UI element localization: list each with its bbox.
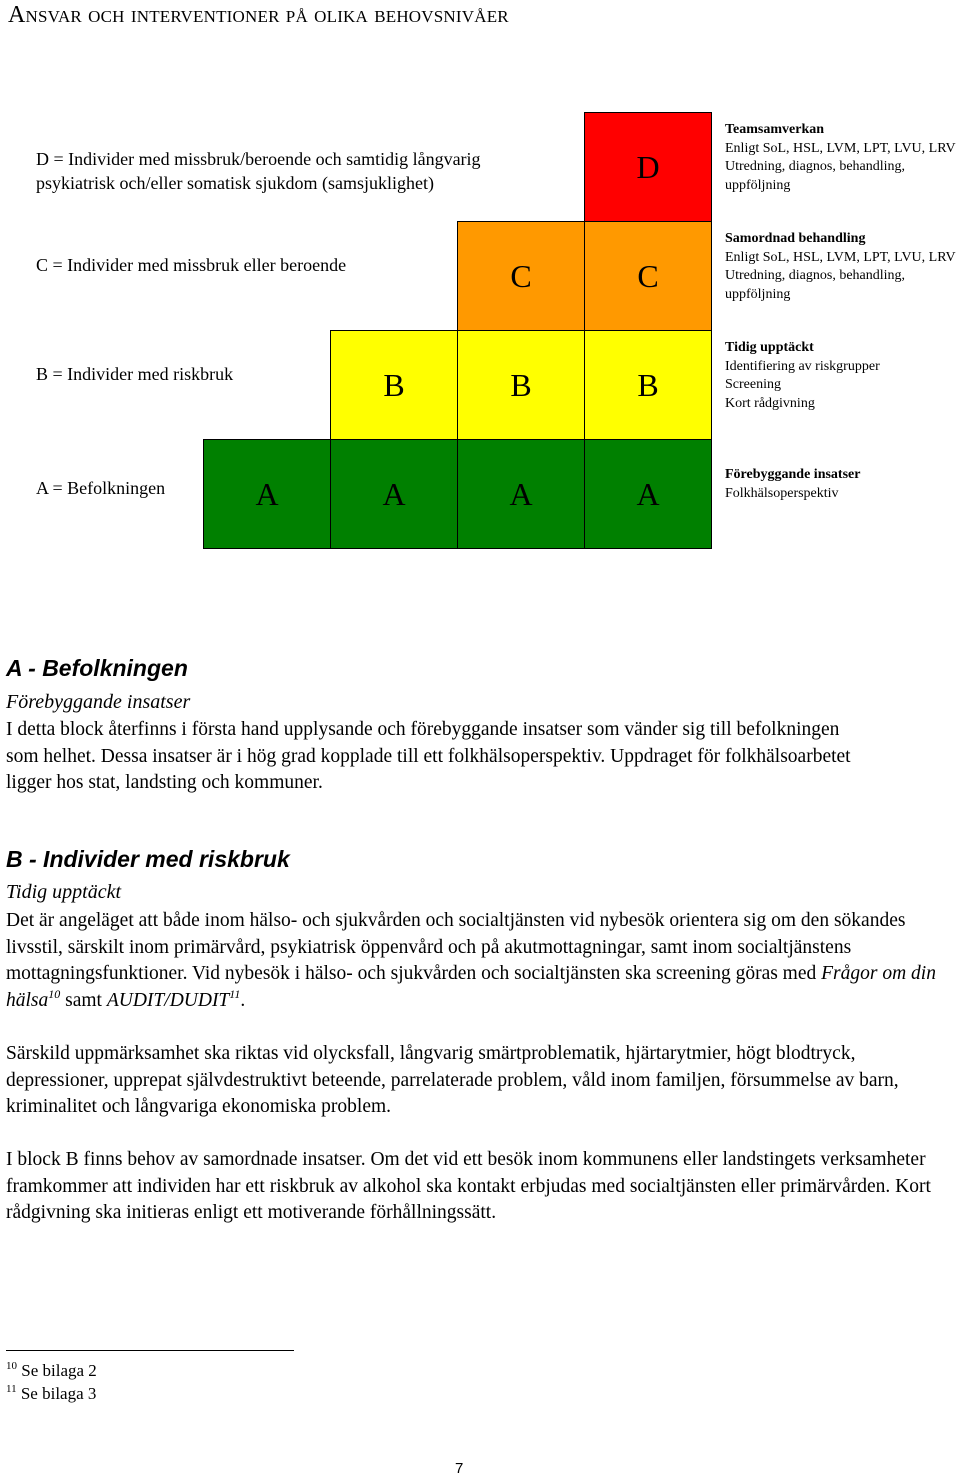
description-a [725, 466, 960, 503]
section-b-paragraph-3: I block B finns behov av samordnade insatser. Om det vid ett besök inom kommunens eller landstingets verksamheter framkommer att individen har ett riskbruk av alkohol ska kontakt erbjudas med socialtjänsten eller primärvården. Kort rådgivning ska initieras enligt ett motiverande förhållningssätt. [6, 1149, 931, 1223]
level-d-label: D = Individer med missbruk/beroende och samtidig långvarig psykiatrisk och/eller somatisk sjukdom (samsjuklighet) [36, 149, 481, 193]
description-heading: Samordnad behandling [725, 231, 866, 246]
pyramid-cell-a: A [203, 439, 331, 549]
pyramid-cell-a: A [584, 439, 712, 549]
description-line: Kort rådgivning [725, 395, 815, 411]
section-b-heading: B - Individer med riskbruk [6, 846, 290, 872]
footnote [6, 1361, 97, 1381]
footnote-ref[interactable]: 11 [229, 986, 241, 1001]
level-b-label: B = Individer med riskbruk [36, 364, 234, 384]
description-c [725, 230, 960, 304]
footnote-number: 10 [6, 1360, 17, 1372]
footnote-divider [6, 1350, 294, 1351]
description-line: Utredning, diagnos, behandling, uppföljning [725, 268, 906, 302]
section-b-paragraph-2: Särskild uppmärksamhet ska riktas vid olycksfall, långvarig smärtproblematik, hjärtarytmier, högt blodtryck, depressioner, upprepat självdestruktivt beteende, parrelaterade problem, våld inom familjen, försummelse av barn, kriminalitet och långvariga ekonomiska problem. [6, 1043, 899, 1117]
pyramid-cell-a: A [330, 439, 458, 549]
level-a-label: A = Befolkningen [36, 478, 166, 498]
description-line: Utredning, diagnos, behandling, uppföljning [725, 159, 906, 193]
pyramid-cell-c: C [584, 221, 712, 331]
pyramid-cell-b: B [330, 330, 458, 440]
description-line: Folkhälsoperspektiv [725, 485, 839, 501]
description-line: Screening [725, 377, 781, 392]
footnote [6, 1384, 96, 1404]
page-number: 7 [455, 1460, 464, 1477]
description-b [725, 339, 960, 413]
footnote-text: Se bilaga 2 [21, 1361, 97, 1380]
description-line: Identifiering av riskgrupper [725, 358, 880, 374]
paragraph-text: samt [65, 989, 102, 1011]
paragraph-text: Det är angeläget att både inom hälso- och sjukvården och socialtjänsten vid nybesök orientera sig om den sökandes livsstil, särskilt inom primärvård, psykiatrisk öppenvård och på akutmottagningar, samt inom socialtjänstens mottagningsfunktioner. Vid nybesök i hälso- och sjukvården och socialtjänsten ska screening göras med [6, 910, 906, 984]
section-b-subheading: Tidig upptäckt [6, 881, 121, 903]
description-line: Enligt SoL, HSL, LVM, LPT, LVU, LRV [725, 140, 956, 156]
page-title: Ansvar och interventioner på olika behovsnivåer [8, 2, 509, 28]
description-heading: Förebyggande insatser [725, 467, 861, 482]
pyramid-cell-b: B [584, 330, 712, 440]
description-heading: Teamsamverkan [725, 122, 825, 137]
paragraph-text: . [240, 989, 246, 1011]
section-b-paragraph-1 [6, 908, 936, 1014]
section-a-paragraph: I detta block återfinns i första hand upplysande och förebyggande insatser som vänder sig till befolkningen som helhet. Dessa insatser är i hög grad kopplade till ett folkhälsoperspektiv. Uppdraget för folkhälsoarbetet ligger hos stat, landsting och kommuner. [6, 719, 851, 793]
emphasis: Frågor om din hälsa [6, 963, 936, 1011]
footnote-ref[interactable]: 10 [48, 986, 61, 1001]
footnote-text: Se bilaga 3 [20, 1384, 97, 1403]
description-heading: Tidig upptäckt [725, 340, 814, 355]
pyramid-cell-a: A [457, 439, 585, 549]
description-line: Enligt SoL, HSL, LVM, LPT, LVU, LRV [725, 249, 956, 265]
pyramid-cell-d: D [584, 112, 712, 222]
footnote-number: 11 [6, 1383, 17, 1395]
pyramid-cell-c: C [457, 221, 585, 331]
section-a-heading: A - Befolkningen [6, 655, 188, 681]
description-d [725, 121, 960, 195]
level-c-label: C = Individer med missbruk eller beroende [36, 255, 347, 275]
emphasis: AUDIT/DUDIT [106, 989, 230, 1011]
pyramid-cell-b: B [457, 330, 585, 440]
section-a-subheading: Förebyggande insatser [6, 691, 191, 713]
